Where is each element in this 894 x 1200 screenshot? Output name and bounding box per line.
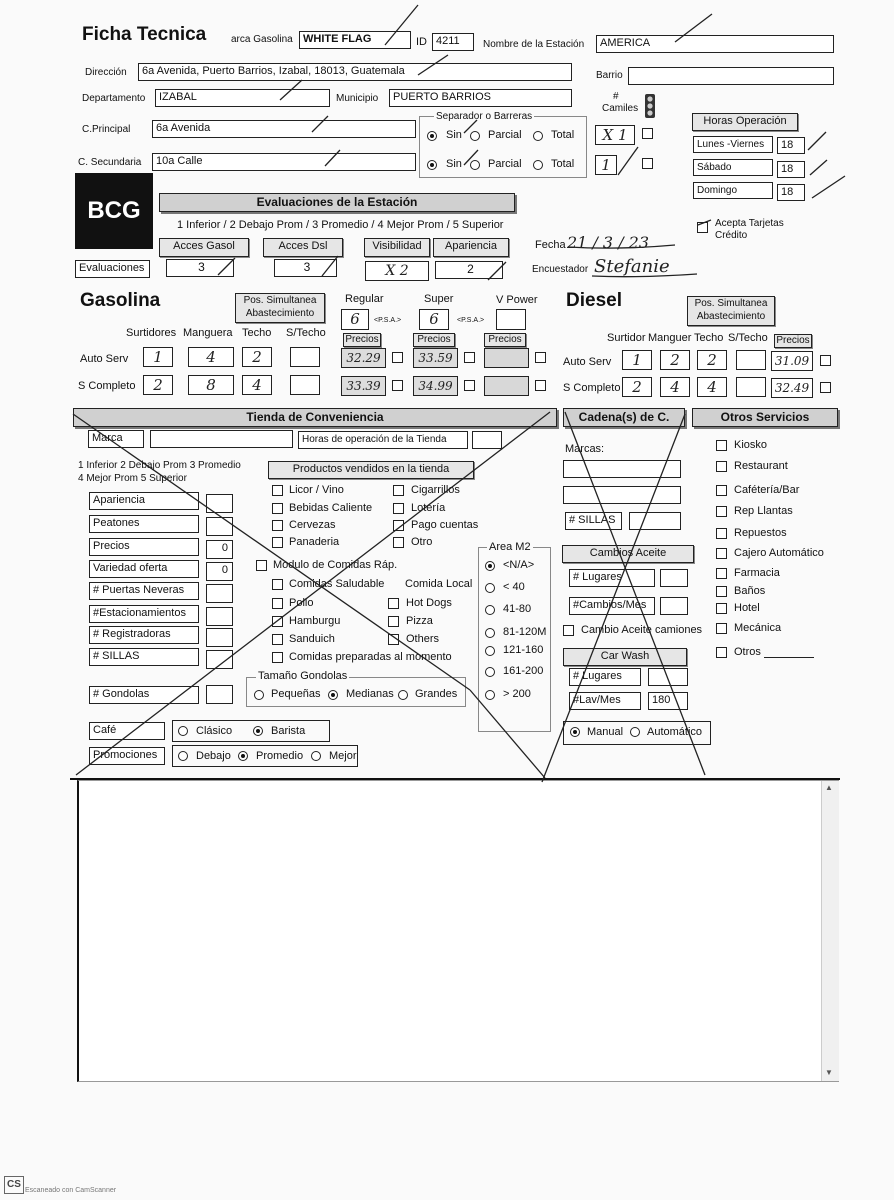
- dsl-surtidor-field[interactable]: 1: [622, 350, 652, 370]
- dsl-techo-field[interactable]: 4: [697, 377, 727, 397]
- super-price-checkbox[interactable]: [464, 380, 475, 391]
- tarjetas-label: Acepta Tarjetas Crédito: [715, 218, 784, 241]
- sep2-parcial-label: Parcial: [488, 158, 522, 170]
- gasolina-title: Gasolina: [80, 290, 161, 311]
- fecha-value[interactable]: 21 / 3 / 23: [567, 233, 650, 252]
- camiones-label: Camiles: [602, 103, 639, 114]
- page-title: Ficha Tecnica: [82, 24, 207, 45]
- area-label: < 40: [503, 581, 525, 593]
- dsl-col-manguer: Manguer: [648, 332, 692, 344]
- gas-surtidores-field[interactable]: 1: [143, 347, 173, 367]
- servicio-label: Restaurant: [734, 460, 788, 472]
- cambio-camiones-label: Cambio Aceite camiones: [581, 624, 703, 636]
- dsl-row-label: S Completo: [563, 382, 621, 394]
- modulo-comidas-label: Modulo de Comidas Ráp.: [273, 559, 398, 571]
- sep1-parcial-label: Parcial: [488, 129, 522, 141]
- secundaria-label: C. Secundaria: [78, 157, 142, 168]
- servicio-label: Baños: [734, 585, 766, 597]
- servicio-checkbox[interactable]: [716, 603, 727, 614]
- tienda-eval-value[interactable]: [206, 584, 233, 603]
- barrio-label: Barrio: [596, 70, 623, 81]
- carwash-manual-radio[interactable]: [570, 727, 580, 737]
- producto-checkbox[interactable]: [272, 485, 283, 496]
- servicio-checkbox[interactable]: [716, 528, 727, 539]
- producto-checkbox[interactable]: [393, 503, 404, 514]
- notes-scrollbar[interactable]: [821, 781, 839, 1081]
- tienda-eval-value[interactable]: [206, 494, 233, 513]
- diesel-precios-button[interactable]: Precios: [774, 334, 812, 348]
- servicio-label: Rep Llantas: [734, 505, 793, 517]
- principal-label: C.Principal: [82, 124, 131, 135]
- area-group: [478, 547, 551, 732]
- notes-textarea[interactable]: [77, 780, 839, 1082]
- dsl-col-stecho: S/Techo: [728, 332, 768, 344]
- vpower-price-field[interactable]: [484, 348, 529, 368]
- encuestador-value[interactable]: Stefanie: [594, 256, 670, 277]
- sep2-sin-radio[interactable]: [427, 160, 437, 170]
- area-label: 121-160: [503, 644, 544, 656]
- super-price-field[interactable]: 34.99: [413, 376, 458, 396]
- comida-label: Comidas Saludable: [289, 578, 385, 590]
- servicio-label: Cafétería/Bar: [734, 484, 800, 496]
- sep1-sin-label: Sin: [446, 129, 462, 141]
- principal-field[interactable]: 6a Avenida: [152, 120, 416, 138]
- servicio-checkbox[interactable]: [716, 647, 727, 658]
- area-label: 41-80: [503, 603, 532, 615]
- comida-checkbox[interactable]: [388, 598, 399, 609]
- comida-label: Comidas preparadas al momento: [289, 651, 452, 663]
- sep2-parcial-radio[interactable]: [470, 160, 480, 170]
- cambios-mes-field[interactable]: [660, 597, 688, 615]
- scroll-up-arrow-icon[interactable]: ▲: [825, 783, 833, 792]
- departamento-field[interactable]: IZABAL: [155, 89, 330, 107]
- gas-col-techo: Techo: [242, 327, 272, 339]
- vpower-price-checkbox[interactable]: [535, 352, 546, 363]
- producto-checkbox[interactable]: [393, 520, 404, 531]
- regular-price-checkbox[interactable]: [392, 352, 403, 363]
- comida-checkbox[interactable]: [272, 579, 283, 590]
- estacion-label: Nombre de la Estación: [483, 39, 585, 50]
- tamano-title: Tamaño Gondolas: [258, 670, 348, 682]
- gas-techo-field[interactable]: 4: [242, 375, 272, 395]
- estacion-field[interactable]: AMERICA: [596, 35, 834, 53]
- comida-label: Hamburgu: [289, 615, 341, 627]
- comida-label: Pollo: [289, 597, 314, 609]
- gas-manguera-field[interactable]: 4: [188, 347, 234, 367]
- sep2-total-radio[interactable]: [533, 160, 543, 170]
- tamano-label: Medianas: [346, 688, 394, 700]
- gas-techo-field[interactable]: 2: [242, 347, 272, 367]
- horas-operacion-button[interactable]: Horas Operación: [692, 113, 798, 131]
- comida-checkbox[interactable]: [272, 634, 283, 645]
- cw-lugares-label: # Lugares: [569, 668, 641, 686]
- cw-lugares-field[interactable]: [648, 668, 688, 686]
- vpower-label: V Power: [496, 294, 538, 306]
- servicio-checkbox[interactable]: [716, 568, 727, 579]
- servicio-label: Repuestos: [734, 527, 787, 539]
- servicio-label: Kiosko: [734, 439, 768, 451]
- visibilidad-value[interactable]: X 2: [365, 261, 429, 281]
- gas-row-label: Auto Serv: [80, 353, 129, 365]
- promo-radio[interactable]: [238, 751, 248, 761]
- servicio-checkbox[interactable]: [716, 485, 727, 496]
- camiones-row1-checkbox[interactable]: [642, 128, 653, 139]
- horas-row-value[interactable]: 18: [777, 161, 805, 178]
- producto-label: Bebidas Caliente: [289, 502, 373, 514]
- servicio-label: Hotel: [734, 602, 760, 614]
- tienda-marca-label: Marca: [88, 430, 144, 448]
- comida-label: Sanduich: [289, 633, 335, 645]
- departamento-label: Departamento: [82, 93, 146, 104]
- area-radio[interactable]: [485, 561, 495, 571]
- producto-label: Pago cuentas: [411, 519, 479, 531]
- cadena-marca-field[interactable]: [563, 486, 681, 504]
- producto-label: Cervezas: [289, 519, 336, 531]
- dsl-manguer-field[interactable]: 2: [660, 350, 690, 370]
- cadena-sillas-field[interactable]: [629, 512, 681, 530]
- apariencia-value[interactable]: 2: [435, 261, 503, 279]
- dsl-row-label: Auto Serv: [563, 356, 612, 368]
- lav-mes-label: #Lav/Mes: [569, 692, 641, 710]
- gas-col-stecho: S/Techo: [286, 327, 326, 339]
- regular-price-field[interactable]: 33.39: [341, 376, 386, 396]
- producto-label: Licor / Vino: [289, 484, 344, 496]
- car-wash-button[interactable]: Car Wash: [563, 648, 687, 666]
- area-label: 161-200: [503, 665, 544, 677]
- horas-row-label: Lunes -Viernes: [693, 136, 773, 153]
- tamano-label: Pequeñas: [271, 688, 321, 700]
- carwash-automatico-label: Automático: [647, 726, 703, 738]
- dsl-surtidor-field[interactable]: 2: [622, 377, 652, 397]
- gas-col-surtidores: Surtidores: [126, 327, 177, 339]
- regular-price-field[interactable]: 32.29: [341, 348, 386, 368]
- cafe-radio[interactable]: [178, 726, 188, 736]
- tienda-header: Tienda de Conveniencia: [73, 408, 557, 427]
- super-price-checkbox[interactable]: [464, 352, 475, 363]
- producto-checkbox[interactable]: [272, 503, 283, 514]
- cafe-label: Café: [89, 722, 165, 740]
- horas-row-value[interactable]: 18: [777, 137, 805, 154]
- servicio-checkbox[interactable]: [716, 506, 727, 517]
- cadena-marca-field[interactable]: [563, 460, 681, 478]
- servicio-label: Mecánica: [734, 622, 782, 634]
- productos-button[interactable]: Productos vendidos en la tienda: [268, 461, 474, 479]
- tienda-eval-label: # Registradoras: [89, 626, 199, 644]
- municipio-field[interactable]: PUERTO BARRIOS: [389, 89, 572, 107]
- camscanner-text: Escaneado con CamScanner: [25, 1187, 117, 1194]
- dsl-col-techo: Techo: [694, 332, 724, 344]
- secundaria-field[interactable]: 10a Calle: [152, 153, 416, 171]
- gas-row-label: S Completo: [78, 380, 136, 392]
- direccion-field[interactable]: 6a Avenida, Puerto Barrios, Izabal, 18013, Guatemala: [138, 63, 572, 81]
- tarjetas-checkbox[interactable]: [697, 222, 708, 233]
- horas-row-label: Domingo: [693, 182, 773, 199]
- tienda-marca-field[interactable]: [150, 430, 293, 448]
- promo-radio[interactable]: [178, 751, 188, 761]
- id-label: ID: [416, 36, 427, 48]
- regular-psa-field[interactable]: 6: [341, 309, 369, 330]
- comida-local-label: Comida Local: [405, 578, 473, 590]
- separador-title: Separador o Barreras: [436, 111, 533, 122]
- notes-top-rule: [70, 778, 840, 780]
- scroll-down-arrow-icon[interactable]: ▼: [825, 1068, 833, 1077]
- cafe-radio[interactable]: [253, 726, 263, 736]
- dsl-price-field[interactable]: 31.09: [771, 351, 813, 371]
- area-radio[interactable]: [485, 605, 495, 615]
- super-psa-label: <P.S.A.>: [457, 317, 485, 324]
- super-precios-button[interactable]: Precios: [413, 333, 455, 347]
- producto-label: Cigarrillos: [411, 484, 460, 496]
- sep2-sin-label: Sin: [446, 158, 462, 170]
- servicio-label: Otros: [734, 646, 761, 658]
- cadena-marcas-label: Marcas:: [565, 443, 605, 455]
- gas-manguera-field[interactable]: 8: [188, 375, 234, 395]
- vpower-psa-field[interactable]: [496, 309, 526, 330]
- camiones-row2-checkbox[interactable]: [642, 158, 653, 169]
- vpower-price-field[interactable]: [484, 376, 529, 396]
- tienda-scale-1: 1 Inferior 2 Debajo Prom 3 Promedio: [78, 460, 241, 471]
- tamano-radio[interactable]: [328, 690, 338, 700]
- diesel-pos-simultanea-button[interactable]: Pos. Simultanea Abastecimiento: [687, 296, 775, 326]
- comida-label: Pizza: [406, 615, 433, 627]
- camiones-row1-field[interactable]: X 1: [595, 125, 635, 145]
- producto-checkbox[interactable]: [272, 520, 283, 531]
- servicio-label: Farmacia: [734, 567, 780, 579]
- producto-label: Panaderia: [289, 536, 340, 548]
- gas-stecho-field[interactable]: [290, 347, 320, 367]
- acces-dsl-value[interactable]: 3: [274, 259, 337, 277]
- gasolina-pos-simultanea-button[interactable]: Pos. Simultanea Abastecimiento: [235, 293, 325, 323]
- tienda-eval-value[interactable]: [206, 517, 233, 536]
- producto-label: Otro: [411, 536, 433, 548]
- comida-checkbox[interactable]: [272, 598, 283, 609]
- marca-field[interactable]: WHITE FLAG: [299, 31, 411, 49]
- tienda-scale-2: 4 Mejor Prom 5 Superior: [78, 473, 187, 484]
- area-label: 81-120M: [503, 626, 547, 638]
- sep1-parcial-radio[interactable]: [470, 131, 480, 141]
- dsl-manguer-field[interactable]: 4: [660, 377, 690, 397]
- cambios-lugares-label: # Lugares: [569, 569, 655, 587]
- camiones-row2-field[interactable]: 1: [595, 155, 617, 175]
- municipio-label: Municipio: [336, 93, 379, 104]
- promo-option-label: Promedio: [256, 750, 304, 762]
- area-radio[interactable]: [485, 628, 495, 638]
- barrio-field[interactable]: [628, 67, 834, 85]
- tienda-eval-value[interactable]: 0: [206, 540, 233, 559]
- dsl-stecho-field[interactable]: [736, 350, 766, 370]
- tienda-horas-field[interactable]: [472, 431, 502, 449]
- dsl-techo-field[interactable]: 2: [697, 350, 727, 370]
- carwash-automatico-radio[interactable]: [630, 727, 640, 737]
- gas-col-manguera: Manguera: [183, 327, 233, 339]
- dsl-col-surtidor: Surtidor: [607, 332, 646, 344]
- id-field[interactable]: 4211: [432, 33, 474, 51]
- sep2-total-label: Total: [551, 158, 575, 170]
- tienda-eval-label: # Puertas Neveras: [89, 582, 199, 600]
- tienda-eval-label: Peatones: [89, 515, 199, 533]
- marca-label: arca Gasolina: [231, 34, 293, 45]
- tienda-eval-label: Precios: [89, 538, 199, 556]
- vpower-price-checkbox[interactable]: [535, 380, 546, 391]
- producto-label: Lotería: [411, 502, 446, 514]
- diesel-title: Diesel: [566, 290, 622, 311]
- regular-precios-button[interactable]: Precios: [343, 333, 381, 347]
- producto-checkbox[interactable]: [272, 537, 283, 548]
- servicio-checkbox[interactable]: [716, 623, 727, 634]
- evaluaciones-header: Evaluaciones de la Estación: [159, 193, 515, 212]
- comida-label: Others: [406, 633, 440, 645]
- area-radio[interactable]: [485, 690, 495, 700]
- cambios-lugares-field[interactable]: [660, 569, 688, 587]
- promociones-label: Promociones: [89, 747, 165, 765]
- area-title: Area M2: [489, 541, 531, 553]
- promo-option-label: Mejor: [329, 750, 357, 762]
- servicio-checkbox[interactable]: [716, 548, 727, 559]
- tienda-horas-label: Horas de operación de la Tienda: [298, 431, 468, 449]
- traffic-light-icon: [641, 94, 659, 120]
- tienda-eval-label: #Estacionamientos: [89, 605, 199, 623]
- sep1-total-label: Total: [551, 129, 575, 141]
- tienda-eval-label: # SILLAS: [89, 648, 199, 666]
- dsl-stecho-field[interactable]: [736, 377, 766, 397]
- cambios-aceite-button[interactable]: Cambios Aceite: [562, 545, 694, 563]
- servicio-checkbox[interactable]: [716, 461, 727, 472]
- tienda-eval-value[interactable]: [206, 628, 233, 647]
- tamano-label: Grandes: [415, 688, 458, 700]
- visibilidad-button[interactable]: Visibilidad: [364, 238, 430, 257]
- servicio-checkbox[interactable]: [716, 440, 727, 451]
- sep1-sin-radio[interactable]: [427, 131, 437, 141]
- gondolas-field[interactable]: [206, 685, 233, 704]
- promo-radio[interactable]: [311, 751, 321, 761]
- gondolas-label: # Gondolas: [89, 686, 199, 704]
- super-psa-field[interactable]: 6: [419, 309, 449, 330]
- camscanner-icon: CS: [4, 1176, 24, 1194]
- cambio-camiones-checkbox[interactable]: [563, 625, 574, 636]
- tienda-eval-value[interactable]: 0: [206, 562, 233, 581]
- sep1-total-radio[interactable]: [533, 131, 543, 141]
- servicio-checkbox[interactable]: [716, 586, 727, 597]
- modulo-comidas-checkbox[interactable]: [256, 560, 267, 571]
- comida-checkbox[interactable]: [388, 634, 399, 645]
- cadena-header: Cadena(s) de C.: [563, 408, 685, 427]
- tienda-eval-value[interactable]: [206, 607, 233, 626]
- evaluaciones-scale: 1 Inferior / 2 Debajo Prom / 3 Promedio / 4 Mejor Prom / 5 Superior: [177, 219, 504, 231]
- dsl-price-field[interactable]: 32.49: [771, 378, 813, 398]
- cafe-option-label: Barista: [271, 725, 306, 737]
- tienda-eval-label: Apariencia: [89, 492, 199, 510]
- tamano-radio[interactable]: [398, 690, 408, 700]
- comida-label: Hot Dogs: [406, 597, 452, 609]
- otros-servicios-header: Otros Servicios: [692, 408, 838, 427]
- area-radio[interactable]: [485, 667, 495, 677]
- dsl-price-checkbox[interactable]: [820, 382, 831, 393]
- encuestador-label: Encuestador: [532, 264, 589, 275]
- area-radio[interactable]: [485, 583, 495, 593]
- acces-gasol-button[interactable]: Acces Gasol: [159, 238, 249, 257]
- cadena-sillas-label: # SILLAS: [565, 512, 622, 530]
- direccion-label: Dirección: [85, 67, 127, 78]
- cambios-mes-label: #Cambios/Mes: [569, 597, 655, 615]
- otros-underline: [764, 657, 814, 658]
- acces-gasol-value[interactable]: 3: [166, 259, 234, 277]
- tienda-eval-value[interactable]: [206, 650, 233, 669]
- carwash-manual-label: Manual: [587, 726, 624, 738]
- area-label: > 200: [503, 688, 531, 700]
- comida-checkbox[interactable]: [388, 616, 399, 627]
- area-label: <N/A>: [503, 559, 535, 571]
- super-label: Super: [424, 293, 454, 305]
- bcg-logo: BCG: [75, 173, 153, 249]
- apariencia-button[interactable]: Apariencia: [433, 238, 509, 257]
- gas-stecho-field[interactable]: [290, 375, 320, 395]
- super-price-field[interactable]: 33.59: [413, 348, 458, 368]
- regular-psa-label: <P.S.A.>: [374, 317, 402, 324]
- producto-checkbox[interactable]: [393, 537, 404, 548]
- tamano-radio[interactable]: [254, 690, 264, 700]
- cafe-option-label: Clásico: [196, 725, 233, 737]
- servicio-label: Cajero Automático: [734, 547, 824, 559]
- comida-checkbox[interactable]: [272, 652, 283, 663]
- regular-price-checkbox[interactable]: [392, 380, 403, 391]
- vpower-precios-button[interactable]: Precios: [484, 333, 526, 347]
- fecha-label: Fecha: [535, 239, 566, 251]
- horas-row-value[interactable]: 18: [777, 184, 805, 201]
- area-radio[interactable]: [485, 646, 495, 656]
- producto-checkbox[interactable]: [393, 485, 404, 496]
- gas-surtidores-field[interactable]: 2: [143, 375, 173, 395]
- dsl-price-checkbox[interactable]: [820, 355, 831, 366]
- acces-dsl-button[interactable]: Acces Dsl: [263, 238, 343, 257]
- tienda-eval-label: Variedad oferta: [89, 560, 199, 578]
- camiones-hash: #: [613, 91, 619, 102]
- regular-label: Regular: [345, 293, 384, 305]
- lav-mes-field[interactable]: 180: [648, 692, 688, 710]
- evaluaciones-label: Evaluaciones: [75, 260, 150, 278]
- horas-row-label: Sábado: [693, 159, 773, 176]
- promo-option-label: Debajo: [196, 750, 231, 762]
- comida-checkbox[interactable]: [272, 616, 283, 627]
